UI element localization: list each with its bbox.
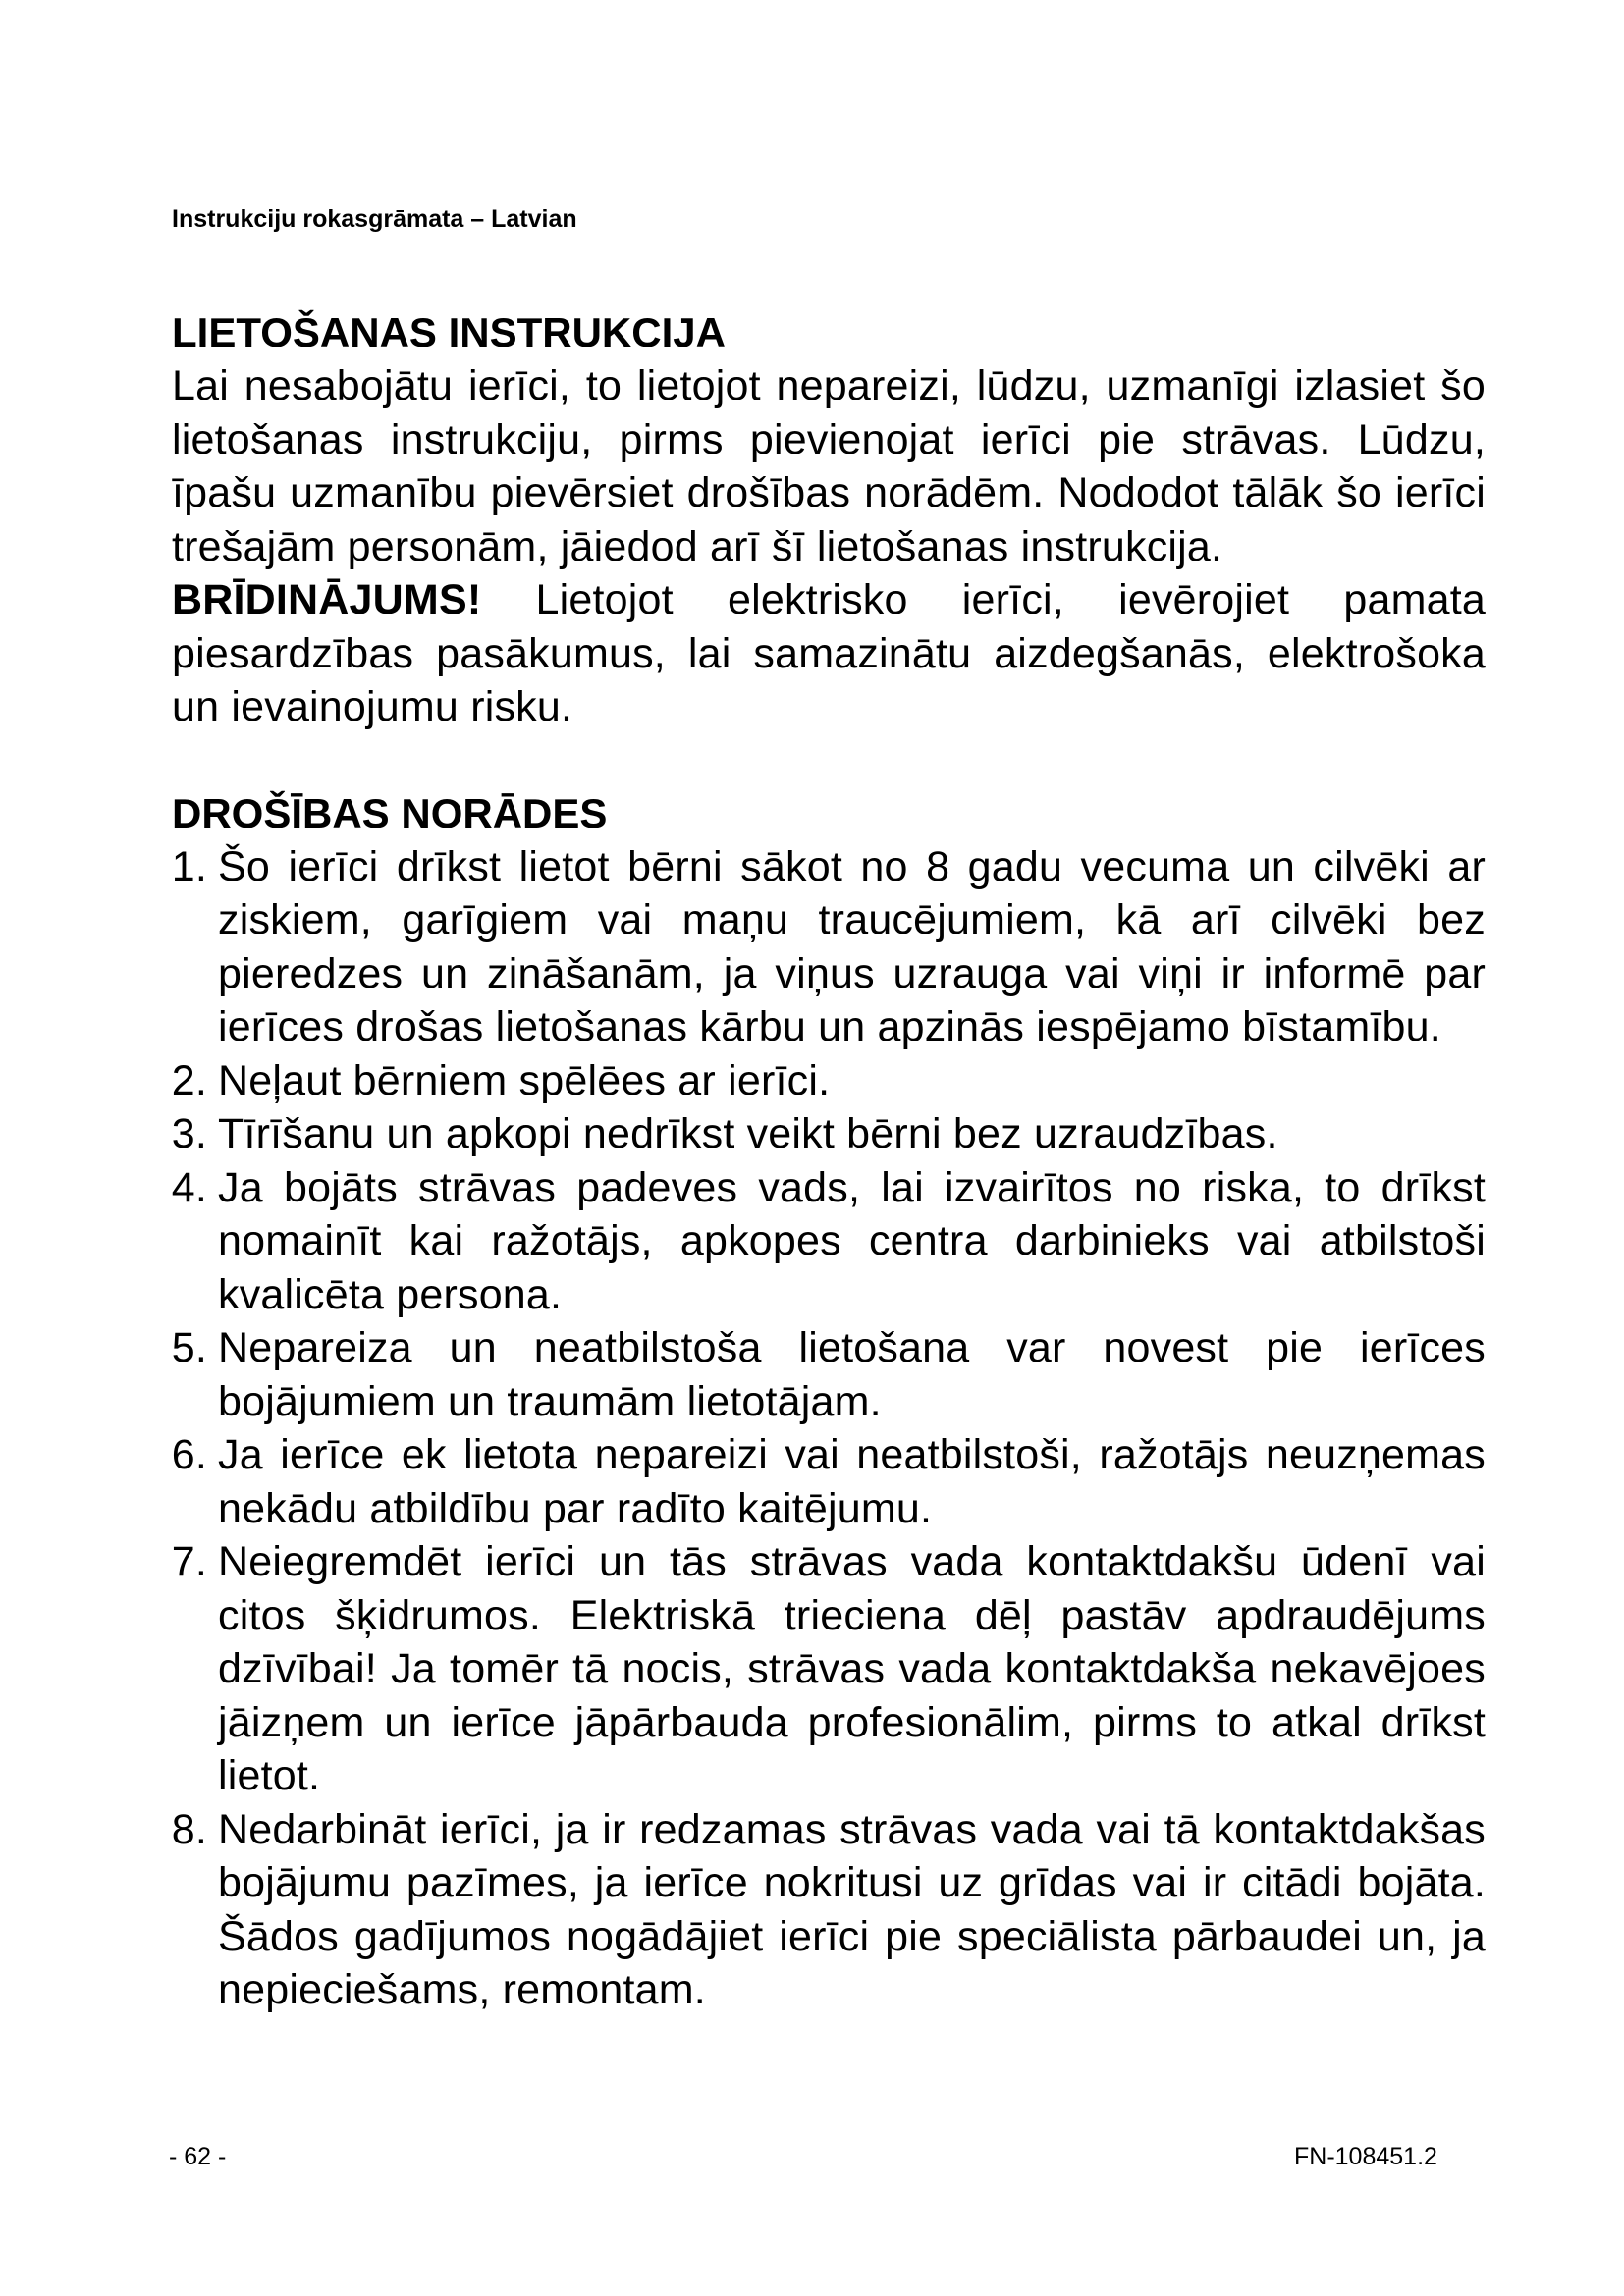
safety-item xyxy=(172,1107,1486,1161)
document-header: Instrukciju rokasgrāmata – Latvian xyxy=(172,205,577,233)
warning-paragraph xyxy=(172,573,1486,734)
safety-item-number: 2. xyxy=(171,1056,207,1104)
safety-item-text: Neļaut bērniem spēlēes ar ierīci. xyxy=(218,1056,831,1104)
safety-item xyxy=(172,1428,1486,1535)
safety-item-text: Nepareiza un neatbilstoša lietošana var novest pie ierīces bojājumiem un traumām lietotājam. xyxy=(218,1324,1486,1425)
warning-label: BRĪDINĀJUMS! xyxy=(172,576,482,623)
safety-item xyxy=(172,1803,1486,2017)
safety-item-text: Ja bojāts strāvas padeves vads, lai izvairītos no riska, to drīkst nomainīt kai ražotājs, apkopes centra darbinieks vai atbilstoši kvalicēta persona. xyxy=(218,1163,1486,1318)
document-code: FN-108451.2 xyxy=(1294,2143,1437,2170)
section-spacer xyxy=(172,734,1486,787)
page-number: - 62 - xyxy=(169,2143,227,2170)
safety-item xyxy=(172,1161,1486,1322)
safety-item-text: Tīrīšanu un apkopi nedrīkst veikt bērni bez uzraudzības. xyxy=(218,1110,1278,1157)
safety-item-text: Šo ierīci drīkst lietot bērni sākot no 8 gadu vecuma un cilvēki ar ziskiem, garīgiem vai maņu traucējumiem, kā arī cilvēki bez pieredzes un zināšanām, ja viņus uzrauga vai viņi ir informē par ierīces drošas lietošanas kārbu un apzinās iespējamo bīstamību. xyxy=(218,842,1486,1050)
safety-item-number: 5. xyxy=(171,1324,207,1371)
safety-item xyxy=(172,1321,1486,1428)
safety-item-text: Nedarbināt ierīci, ja ir redzamas strāvas vada vai tā kontaktdakšas bojājumu pazīmes, ja ierīce nokritusi uz grīdas vai ir citādi bojāta. Šādos gadījumos nogādājiet ierīci pie speciālista pārbaudei un, ja nepieciešams, remontam. xyxy=(218,1805,1486,2013)
usage-section-title: LIETOŠANAS INSTRUKCIJA xyxy=(172,309,726,355)
safety-list xyxy=(172,840,1486,2017)
safety-section-title: DROŠĪBAS NORĀDES xyxy=(172,789,608,836)
safety-item xyxy=(172,1054,1486,1108)
safety-item xyxy=(172,1535,1486,1803)
usage-intro-paragraph: Lai nesabojātu ierīci, to lietojot nepareizi, lūdzu, uzmanīgi izlasiet šo lietošanas instrukciju, pirms pievienojat ierīci pie strāvas. Lūdzu, īpašu uzmanību pievērsiet drošības norādēm. Nododot tālāk šo ierīci trešajām personām, jāiedod arī šī lietošanas instrukcija. xyxy=(172,362,1486,570)
main-content xyxy=(172,306,1486,2017)
safety-item-text: Ja ierīce ek lietota nepareizi vai neatbilstoši, ražotājs neuzņemas nekādu atbildību par radīto kaitējumu. xyxy=(218,1431,1486,1532)
safety-item-number: 8. xyxy=(171,1805,207,1853)
safety-item-text: Neiegremdēt ierīci un tās strāvas vada kontaktdakšu ūdenī vai citos šķidrumos. Elektriskā trieciena dēļ pastāv apdraudējums dzīvībai! Ja tomēr tā nocis, strāvas vada kontaktdakša nekavējoes jāizņem un ierīce jāpārbauda profesionālim, pirms to atkal drīkst lietot. xyxy=(218,1538,1486,1799)
safety-item-number: 6. xyxy=(171,1431,207,1478)
warning-text: Lietojot elektrisko ierīci, ievērojiet pamata piesardzības pasākumus, lai samazinātu aizdegšanās, elektrošoka un ievainojumu risku. xyxy=(172,576,1486,730)
safety-item-number: 1. xyxy=(171,842,207,890)
safety-item-number: 7. xyxy=(171,1538,207,1585)
safety-item-number: 4. xyxy=(171,1163,207,1211)
safety-item xyxy=(172,840,1486,1054)
safety-item-number: 3. xyxy=(171,1110,207,1157)
